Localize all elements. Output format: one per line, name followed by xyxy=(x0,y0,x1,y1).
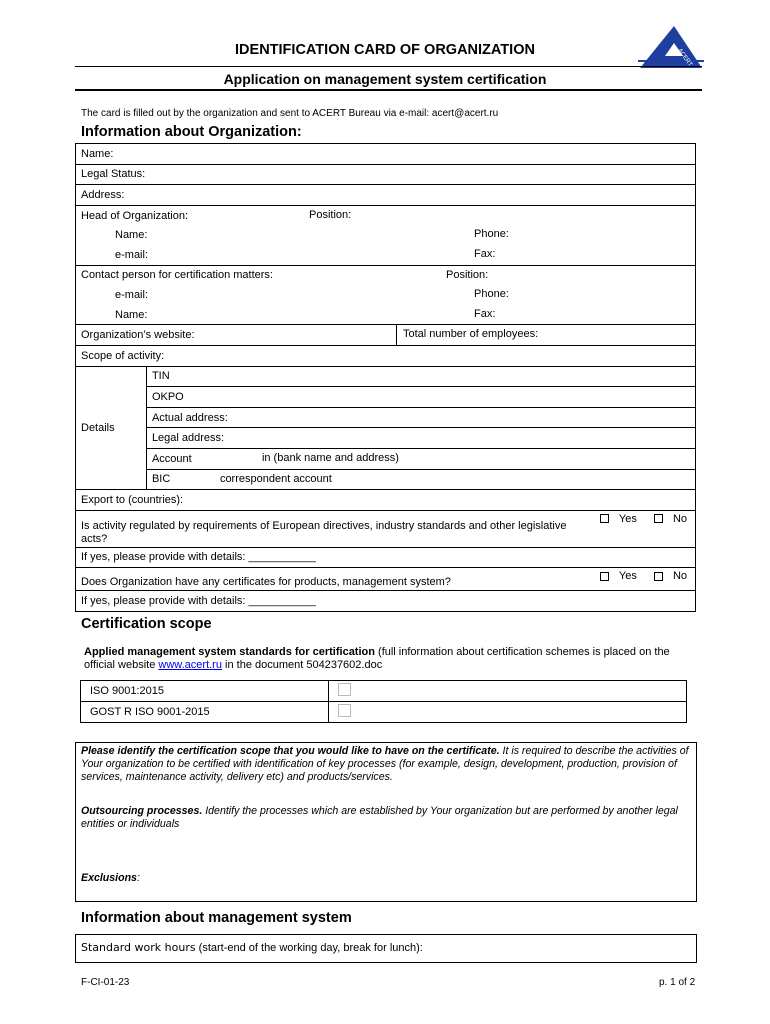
identify-scope-text xyxy=(81,745,691,784)
scope-description-box[interactable] xyxy=(75,742,697,902)
name-label: Name: xyxy=(81,147,114,160)
standard-iso-9001-select[interactable] xyxy=(328,681,686,702)
acert-website-link[interactable]: www.acert.ru xyxy=(158,659,222,671)
contact-name-field[interactable] xyxy=(76,305,696,325)
head-name-field[interactable] xyxy=(76,225,696,245)
address-field[interactable] xyxy=(76,185,696,206)
identify-scope-bold: Please identify the certification scope that you would like to have on the certificate. xyxy=(81,745,500,757)
org-section-heading: Information about Organization: xyxy=(81,124,302,140)
account-field[interactable] xyxy=(146,448,695,469)
contact-name-label: Name: xyxy=(115,308,148,321)
website-row[interactable] xyxy=(76,325,696,346)
mgmt-section-heading: Information about management system xyxy=(81,910,352,926)
regulated-details-field[interactable] xyxy=(76,547,696,568)
details-label: Details xyxy=(76,366,147,490)
account-label: Account xyxy=(151,452,192,465)
outsourcing-bold: Outsourcing processes. xyxy=(81,805,203,817)
head-fax-label: Fax: xyxy=(474,247,496,260)
okpo-field[interactable] xyxy=(146,387,695,408)
contact-phone-label: Phone: xyxy=(474,288,509,301)
regulated-no-checkbox[interactable] xyxy=(654,514,663,523)
standard-gost-checkbox[interactable] xyxy=(338,704,351,717)
head-of-org-field[interactable] xyxy=(76,205,696,225)
address-label: Address: xyxy=(81,188,125,201)
applied-standards-tail: in the document 504237602.doc xyxy=(221,659,383,671)
standard-gost-r-iso: GOST R ISO 9001-2015 xyxy=(81,702,329,723)
work-hours-rest: (start-end of the working day, break for lunch): xyxy=(195,942,423,954)
title-rule xyxy=(75,66,702,67)
contact-person-label: Contact person for certification matters: xyxy=(81,269,273,282)
form-code: F-CI-01-23 xyxy=(81,977,130,988)
head-phone-label: Phone: xyxy=(474,228,509,241)
table-row xyxy=(81,702,687,723)
legal-status-field[interactable] xyxy=(76,164,696,185)
contact-fax-label: Fax: xyxy=(474,307,496,320)
certificates-row xyxy=(76,568,696,591)
cert-section-heading: Certification scope xyxy=(81,616,212,632)
head-name-label: Name: xyxy=(115,229,148,242)
bic-field[interactable] xyxy=(146,469,695,490)
acert-logo xyxy=(638,22,704,70)
certificates-yes-checkbox[interactable] xyxy=(600,572,609,581)
regulated-row xyxy=(76,510,696,547)
head-position-label: Position: xyxy=(309,208,352,221)
head-email-field[interactable] xyxy=(76,245,696,265)
tin-label: TIN xyxy=(151,370,170,383)
subtitle-rule xyxy=(75,89,702,91)
table-row xyxy=(81,681,687,702)
work-hours-label: Standard work hours xyxy=(81,941,196,954)
identify-scope-rest: It is required to describe the activities of Your organization to be certified with identification of key processes (for example, design, development, production, provision of services, maintenance activity, delivery etc) and products/services. xyxy=(81,745,689,783)
certificates-no[interactable]: No xyxy=(654,570,687,582)
logo-text: ACERT xyxy=(676,47,693,68)
regulated-no[interactable]: No xyxy=(654,513,687,525)
legal-address-field[interactable] xyxy=(146,428,695,449)
page-number: p. 1 of 2 xyxy=(659,977,696,988)
export-label: Export to (countries): xyxy=(81,493,184,506)
export-field[interactable] xyxy=(76,490,696,511)
scope-activity-field[interactable] xyxy=(76,345,696,366)
outsourcing-text xyxy=(81,805,711,831)
contact-position-label: Position: xyxy=(446,268,489,281)
contact-person-field[interactable] xyxy=(76,265,696,285)
head-email-label: e-mail: xyxy=(115,248,149,261)
standard-gost-select[interactable] xyxy=(328,702,686,723)
document-subtitle: Application on management system certification xyxy=(223,71,547,87)
legal-status-label: Legal Status: xyxy=(81,168,146,181)
legal-address-label: Legal address: xyxy=(151,432,225,445)
regulated-details-label: If yes, please provide with details: ___________ xyxy=(81,551,316,564)
applied-standards-rest: (full information about certification schemes is placed on the official website xyxy=(84,646,670,671)
tin-field[interactable] xyxy=(146,366,695,387)
certificates-question: Does Organization have any certificates for products, management system? xyxy=(81,576,451,589)
regulated-question: Is activity regulated by requirements of European directives, industry standards and other legislative acts? xyxy=(81,519,567,545)
organization-table xyxy=(75,143,696,612)
applied-standards-bold: Applied management system standards for certification xyxy=(84,646,375,658)
intro-text: The card is filled out by the organization and sent to ACERT Bureau via e-mail: acert@acert.ru xyxy=(81,108,499,119)
website-label: Organization’s website: xyxy=(81,329,195,342)
work-hours-field[interactable] xyxy=(75,934,697,963)
standards-table xyxy=(80,680,687,723)
contact-email-field[interactable] xyxy=(76,285,696,305)
outsourcing-rest: Identify the processes which are established by Your organization but are performed by another legal entities or individuals xyxy=(81,805,678,830)
standard-iso-9001: ISO 9001:2015 xyxy=(81,681,329,702)
employees-label: Total number of employees: xyxy=(403,328,539,341)
document-title: IDENTIFICATION CARD OF ORGANIZATION xyxy=(235,42,535,58)
scope-activity-label: Scope of activity: xyxy=(81,349,165,362)
certificates-details-field[interactable] xyxy=(76,591,696,612)
head-of-org-label: Head of Organization: xyxy=(81,209,189,222)
certificates-no-checkbox[interactable] xyxy=(654,572,663,581)
applied-standards-text xyxy=(84,646,694,672)
actual-address-label: Actual address: xyxy=(151,411,228,424)
okpo-label: OKPO xyxy=(151,390,184,403)
correspondent-label: correspondent account xyxy=(219,472,332,485)
standard-iso-9001-checkbox[interactable] xyxy=(338,683,351,696)
certificates-details-label: If yes, please provide with details: ___________ xyxy=(81,595,316,608)
certificates-yes[interactable]: Yes xyxy=(600,570,637,582)
name-field[interactable] xyxy=(76,144,696,165)
regulated-yes[interactable]: Yes xyxy=(600,513,637,525)
exclusions-text: Exclusions: xyxy=(81,872,140,884)
regulated-yes-checkbox[interactable] xyxy=(600,514,609,523)
exclusions-label: Exclusions xyxy=(81,872,137,884)
bank-label: in (bank name and address) xyxy=(261,451,399,464)
bic-label: BIC xyxy=(151,473,171,486)
contact-email-label: e-mail: xyxy=(115,288,149,301)
actual-address-field[interactable] xyxy=(146,407,695,428)
